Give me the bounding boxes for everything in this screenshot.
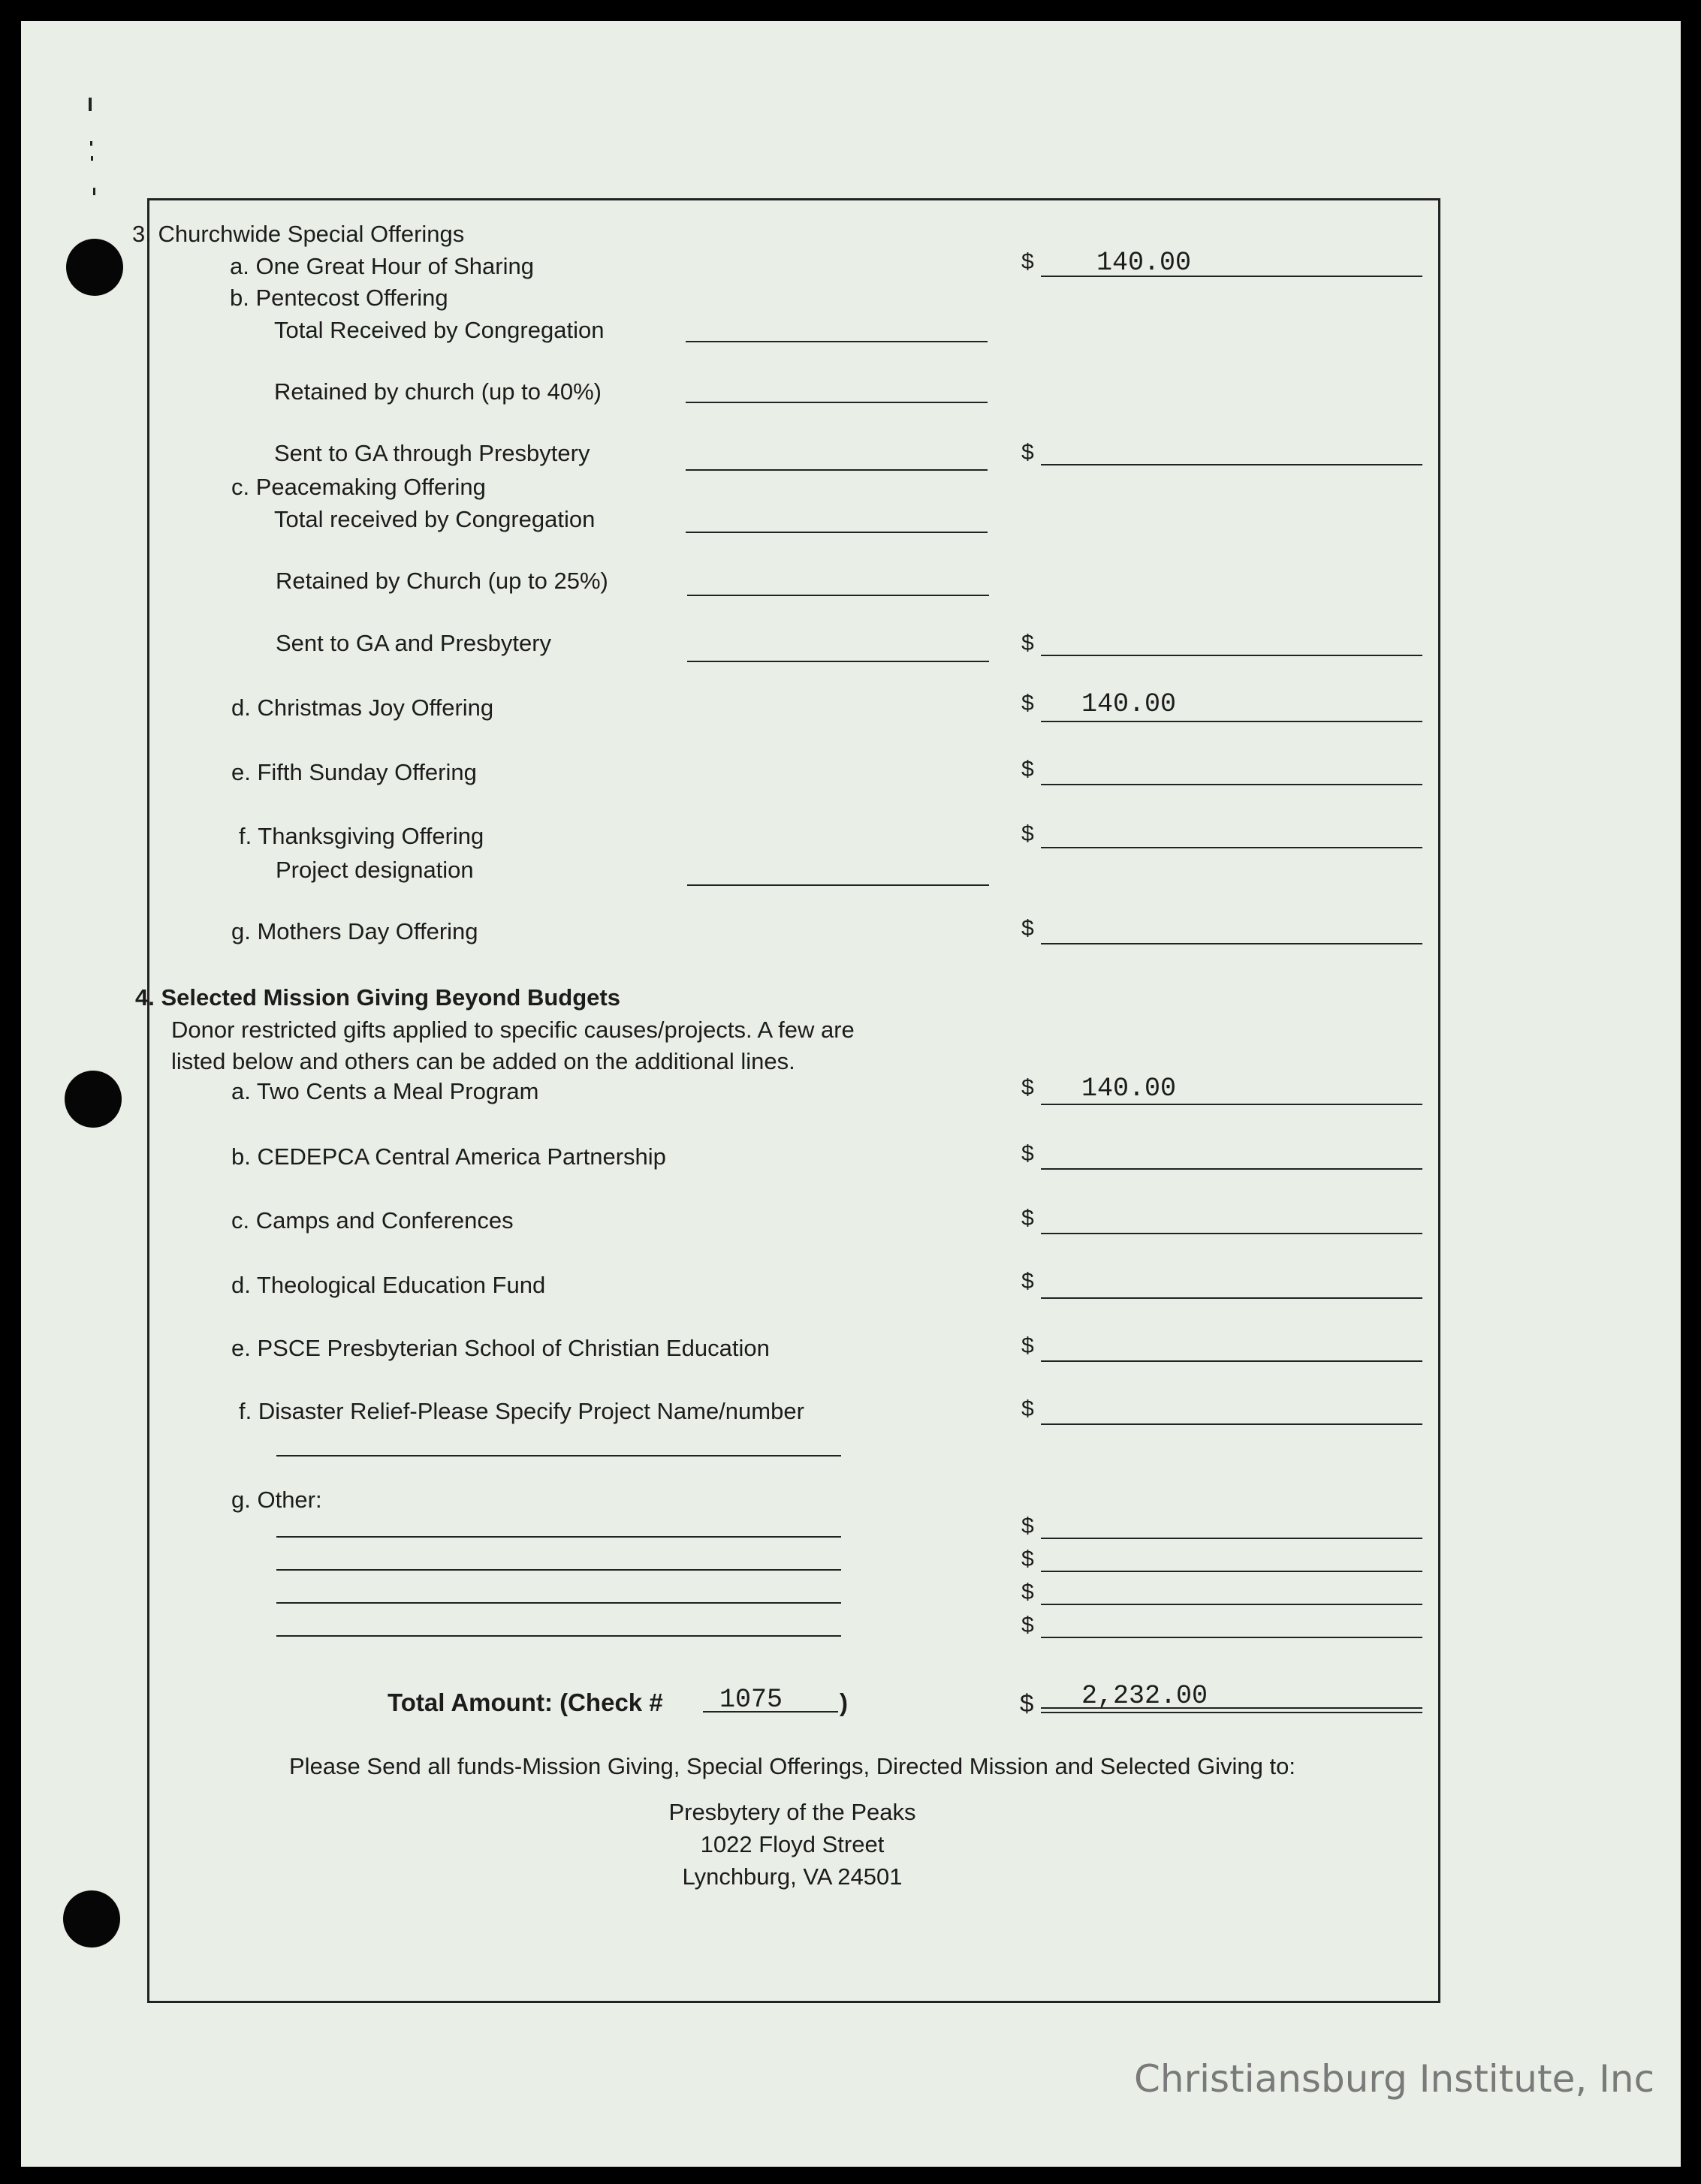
amount-line[interactable] <box>1041 1360 1422 1362</box>
peacemaking-total-line[interactable] <box>686 532 988 533</box>
total-double-line <box>1041 1707 1422 1713</box>
total-amount-label: Total Amount: (Check # <box>388 1688 663 1716</box>
other-amount-line-4[interactable] <box>1041 1637 1422 1638</box>
amount-line[interactable] <box>1041 1423 1422 1425</box>
address-line-2: 1022 Floyd Street <box>700 1831 885 1857</box>
pentecost-sent-label: Sent to GA through Presbytery <box>274 440 590 466</box>
dollar-sign: $ <box>1021 1613 1034 1637</box>
peacemaking-total-label: Total received by Congregation <box>274 506 596 532</box>
dollar-sign: $ <box>1021 1269 1034 1294</box>
dollar-sign: $ <box>1021 1141 1034 1166</box>
mission-a-amount[interactable]: 140.00 <box>1081 1074 1177 1104</box>
other-name-line-3[interactable] <box>276 1602 841 1604</box>
amount-line[interactable] <box>1041 1297 1422 1299</box>
mission-g-label: g. Other: <box>231 1487 322 1513</box>
dollar-sign: $ <box>1021 249 1034 274</box>
dollar-sign: $ <box>1021 1547 1034 1571</box>
offering-e-label: e. Fifth Sunday Offering <box>231 759 477 785</box>
dollar-sign: $ <box>1021 1514 1034 1538</box>
offering-d-amount[interactable]: 140.00 <box>1081 689 1177 719</box>
offering-f-label: f. Thanksgiving Offering <box>239 823 484 849</box>
mission-a-label: a. Two Cents a Meal Program <box>231 1078 539 1104</box>
section-4-heading: 4. Selected Mission Giving Beyond Budgets <box>135 984 620 1011</box>
offering-d-label: d. Christmas Joy Offering <box>231 694 494 721</box>
peacemaking-retained-label: Retained by Church (up to 25%) <box>276 568 608 594</box>
pentecost-sent-line[interactable] <box>686 469 988 471</box>
project-designation-label: Project designation <box>276 857 474 883</box>
amount-line <box>1041 1104 1422 1105</box>
pentecost-total-label: Total Received by Congregation <box>274 317 605 343</box>
amount-line <box>1041 276 1422 277</box>
amount-line[interactable] <box>1041 943 1422 944</box>
mission-c-label: c. Camps and Conferences <box>231 1207 514 1234</box>
other-amount-line-2[interactable] <box>1041 1571 1422 1572</box>
amount-line[interactable] <box>1041 464 1422 465</box>
dollar-sign: $ <box>1021 916 1034 941</box>
dollar-sign: $ <box>1021 1333 1034 1358</box>
punch-hole-bottom <box>63 1890 120 1948</box>
mission-f-label: f. Disaster Relief-Please Specify Project Name/number <box>239 1398 804 1424</box>
dollar-sign: $ <box>1021 691 1034 715</box>
amount-line[interactable] <box>1041 655 1422 656</box>
dollar-sign: $ <box>1021 1580 1034 1604</box>
pentecost-total-line[interactable] <box>686 341 988 342</box>
address-line-1: Presbytery of the Peaks <box>668 1799 916 1825</box>
dollar-sign: $ <box>1021 1396 1034 1421</box>
offering-b-label: b. Pentecost Offering <box>230 285 448 311</box>
peacemaking-sent-line[interactable] <box>687 661 989 662</box>
section-3-heading: 3. Churchwide Special Offerings <box>132 221 465 247</box>
scan-mark <box>90 141 92 146</box>
dollar-sign: $ <box>1021 631 1034 655</box>
other-amount-line-3[interactable] <box>1041 1604 1422 1605</box>
other-amount-line-1[interactable] <box>1041 1538 1422 1539</box>
offering-g-label: g. Mothers Day Offering <box>231 918 478 944</box>
scan-mark <box>91 156 93 161</box>
amount-line[interactable] <box>1041 784 1422 785</box>
dollar-sign: $ <box>1021 821 1034 846</box>
offering-c-label: c. Peacemaking Offering <box>231 474 486 500</box>
scan-mark <box>93 188 95 195</box>
other-name-line-1[interactable] <box>276 1536 841 1538</box>
mission-d-label: d. Theological Education Fund <box>231 1272 546 1298</box>
dollar-sign: $ <box>1021 1075 1034 1100</box>
amount-line[interactable] <box>1041 1168 1422 1170</box>
mission-b-label: b. CEDEPCA Central America Partnership <box>231 1143 666 1170</box>
project-name-line[interactable] <box>276 1455 841 1457</box>
peacemaking-sent-label: Sent to GA and Presbytery <box>276 630 552 656</box>
punch-hole-top <box>66 239 123 296</box>
dollar-sign: $ <box>1020 1689 1034 1717</box>
pentecost-retained-label: Retained by church (up to 40%) <box>274 378 602 405</box>
mission-e-label: e. PSCE Presbyterian School of Christian Education <box>231 1335 770 1361</box>
footer-instruction: Please Send all funds-Mission Giving, Special Offerings, Directed Mission and Selected Giving to: <box>289 1753 1295 1779</box>
dollar-sign: $ <box>1021 1206 1034 1231</box>
scan-mark <box>89 98 92 111</box>
check-number[interactable]: 1075 <box>719 1685 783 1715</box>
section-4-description-line2: listed below and others can be added on the additional lines. <box>171 1048 795 1074</box>
punch-hole-middle <box>65 1071 122 1128</box>
check-number-line <box>703 1711 838 1713</box>
project-designation-line[interactable] <box>687 884 989 886</box>
amount-line[interactable] <box>1041 1233 1422 1234</box>
other-name-line-4[interactable] <box>276 1635 841 1637</box>
watermark-text: Christiansburg Institute, Inc <box>1134 2057 1655 2101</box>
offering-a-label: a. One Great Hour of Sharing <box>230 253 534 279</box>
check-close-paren: ) <box>840 1688 848 1716</box>
offering-a-amount[interactable]: 140.00 <box>1096 248 1192 278</box>
pentecost-retained-line[interactable] <box>686 402 988 403</box>
dollar-sign: $ <box>1021 757 1034 782</box>
total-amount-value[interactable]: 2,232.00 <box>1081 1681 1208 1711</box>
dollar-sign: $ <box>1021 440 1034 465</box>
document-page <box>21 21 1681 2167</box>
amount-line <box>1041 721 1422 722</box>
section-4-description-line1: Donor restricted gifts applied to specific causes/projects. A few are <box>171 1017 855 1043</box>
address-line-3: Lynchburg, VA 24501 <box>682 1863 903 1890</box>
amount-line[interactable] <box>1041 847 1422 848</box>
peacemaking-retained-line[interactable] <box>687 595 989 596</box>
other-name-line-2[interactable] <box>276 1569 841 1571</box>
